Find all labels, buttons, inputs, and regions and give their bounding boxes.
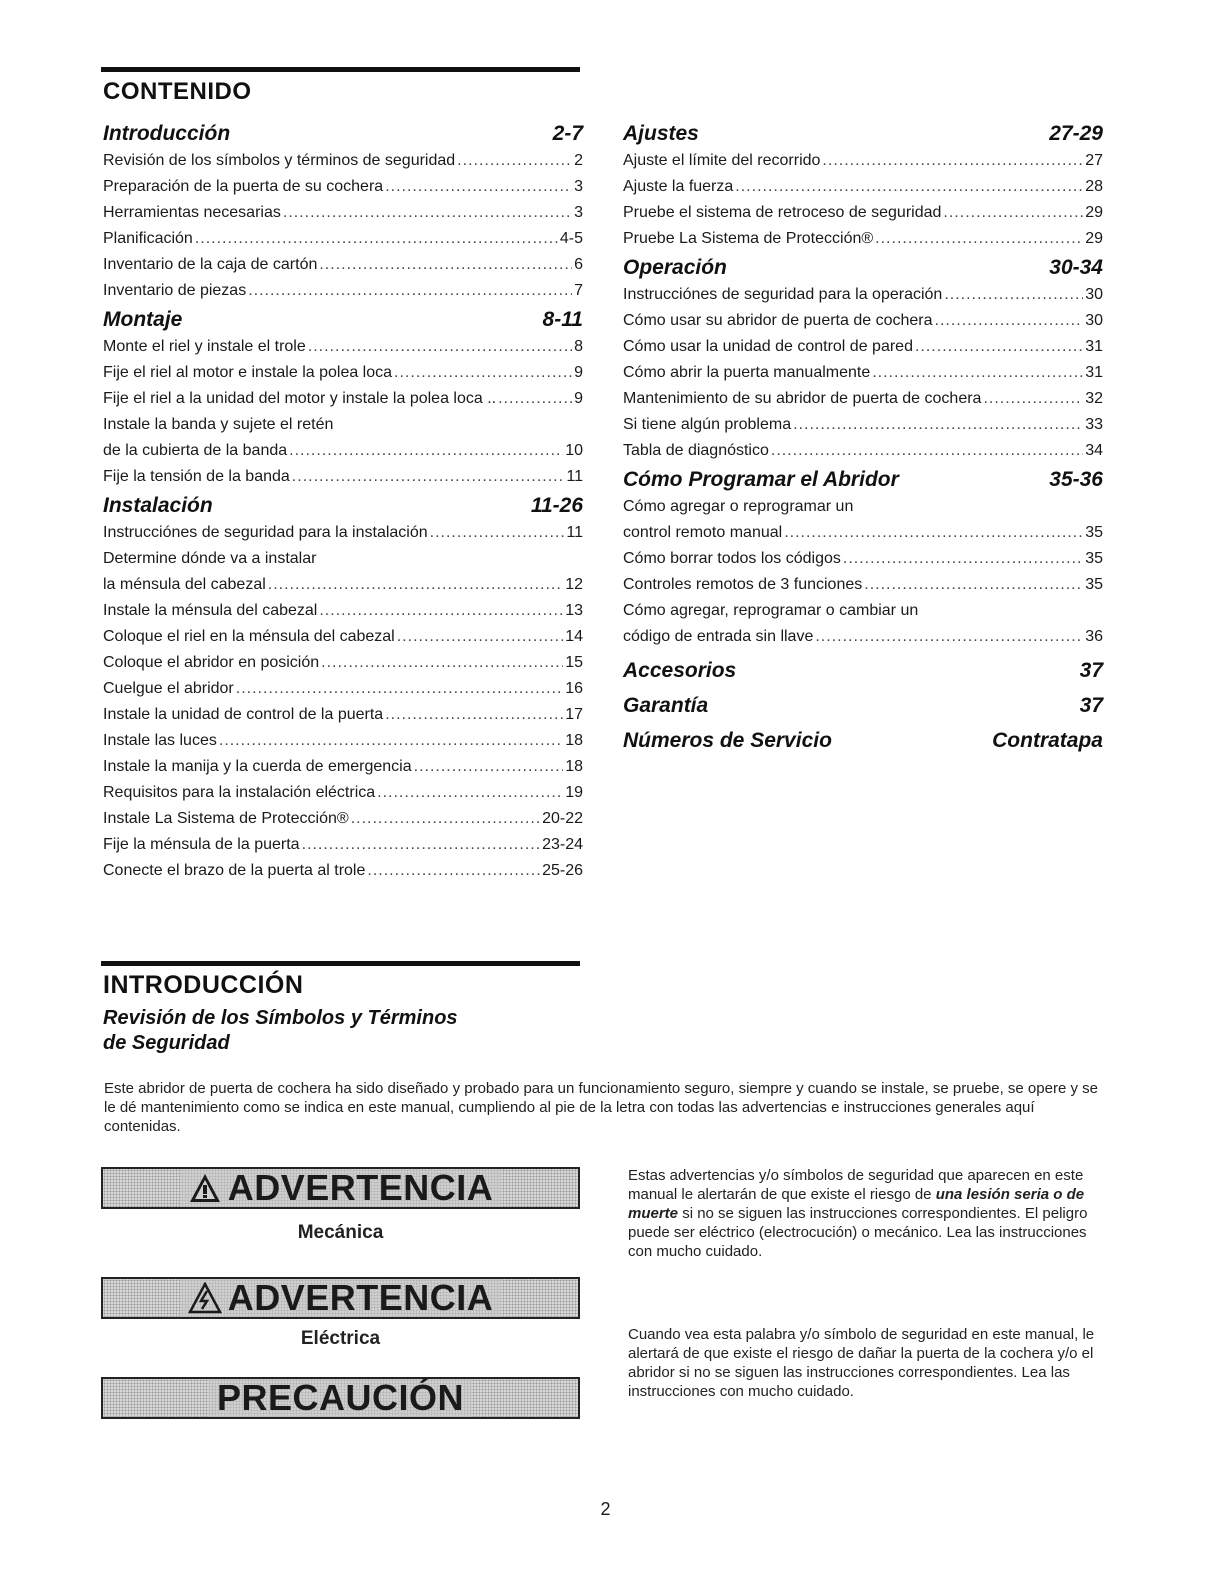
toc-entry-page: 10 bbox=[565, 442, 583, 459]
warning-text-emphasis: una lesión seria o de muerte bbox=[628, 1186, 1085, 1222]
toc-left-column bbox=[103, 118, 583, 884]
toc-entry-title: Herramientas necesarias bbox=[103, 204, 281, 221]
toc-entry-title: Planificación bbox=[103, 230, 193, 247]
toc-entry-title: Monte el riel y instale el trole bbox=[103, 338, 306, 355]
warning-label: ADVERTENCIA bbox=[227, 1167, 494, 1208]
toc-entry-title: código de entrada sin llave bbox=[623, 628, 814, 645]
toc-entry-title-line1: Cómo agregar, reprogramar o cambiar un bbox=[623, 602, 919, 619]
section-title: Instalación bbox=[103, 494, 213, 517]
dot-leader bbox=[308, 334, 572, 360]
section-pages: Contratapa bbox=[992, 729, 1103, 752]
dot-leader bbox=[498, 386, 572, 412]
toc-entry-page: 11 bbox=[566, 524, 583, 541]
toc-entry-page: 18 bbox=[565, 732, 583, 749]
toc-entry-page: 35 bbox=[1085, 524, 1103, 541]
toc-entry bbox=[623, 174, 1103, 200]
dot-leader bbox=[397, 624, 563, 650]
dot-leader bbox=[219, 728, 563, 754]
section-pages: 35-36 bbox=[1049, 468, 1103, 491]
toc-entry bbox=[103, 520, 583, 546]
toc-entry bbox=[103, 546, 583, 598]
toc-entry-title-line1: Determine dónde va a instalar bbox=[103, 550, 317, 567]
section-title: Introducción bbox=[103, 122, 231, 145]
toc-entry-title: Instale La Sistema de Protección® bbox=[103, 810, 349, 827]
toc-entry-title: Instrucciónes de seguridad para la operación bbox=[623, 286, 943, 303]
toc-entry-page: 34 bbox=[1085, 442, 1103, 459]
toc-entry-title: Controles remotos de 3 funciones bbox=[623, 576, 863, 593]
dot-leader bbox=[367, 858, 540, 884]
contents-title: CONTENIDO bbox=[103, 78, 252, 105]
toc-entry-title: Si tiene algún problema bbox=[623, 416, 792, 433]
dot-leader bbox=[735, 174, 1083, 200]
toc-entry bbox=[623, 200, 1103, 226]
toc-entry bbox=[103, 200, 583, 226]
toc-entry bbox=[103, 754, 583, 780]
toc-entry-title: Inventario de piezas bbox=[103, 282, 247, 299]
section-heading bbox=[623, 692, 1103, 720]
toc-entry-title: de la cubierta de la banda bbox=[103, 442, 288, 459]
warning-text-c: si no se siguen las instrucciones correspondientes. El peligro puede ser eléctrico (electrocución) o mecánico. Lea las instrucciones con mucho cuidado. bbox=[628, 1205, 1088, 1260]
toc-entry bbox=[103, 806, 583, 832]
dot-leader bbox=[319, 252, 572, 278]
dot-leader bbox=[843, 546, 1083, 572]
dot-leader bbox=[394, 360, 572, 386]
dot-leader bbox=[195, 226, 558, 252]
section-pages: 37 bbox=[1079, 659, 1103, 682]
toc-entry bbox=[623, 572, 1103, 598]
dot-leader bbox=[302, 832, 541, 858]
warning-label: ADVERTENCIA bbox=[227, 1277, 494, 1318]
section-pages: 8-11 bbox=[542, 308, 583, 331]
electrical-hazard-icon bbox=[188, 1282, 222, 1314]
intro-subtitle-line2: de Seguridad bbox=[103, 1032, 230, 1054]
warning-text-a: Estas advertencias y/o símbolos de seguridad que aparecen en este manual le alertarán de que existe el riesgo de bbox=[628, 1167, 1084, 1203]
section-pages: 37 bbox=[1079, 694, 1103, 717]
toc-entry-page: 3 bbox=[574, 204, 583, 221]
toc-entry-title: Cómo usar su abridor de puerta de cochera bbox=[623, 312, 933, 329]
dot-leader bbox=[864, 572, 1083, 598]
toc-entry-page: 19 bbox=[565, 784, 583, 801]
toc-entry bbox=[103, 334, 583, 360]
toc-entry bbox=[103, 832, 583, 858]
dot-leader bbox=[385, 702, 563, 728]
toc-entry-page: 28 bbox=[1085, 178, 1103, 195]
intro-paragraph: Este abridor de puerta de cochera ha sido diseñado y probado para un funcionamiento seguro, siempre y cuando se instale, se pruebe, se opere y se le dé mantenimiento como se indica en este manual, cumpliendo al pie de la letra con todas las advertencias e instrucciones generales aquí contenidas. bbox=[104, 1080, 1098, 1135]
toc-entry-title: Instale la manija y la cuerda de emergencia bbox=[103, 758, 412, 775]
toc-entry-title: Pruebe el sistema de retroceso de seguridad bbox=[623, 204, 942, 221]
dot-leader bbox=[815, 624, 1083, 650]
dot-leader bbox=[872, 360, 1083, 386]
toc-entry-page: 4-5 bbox=[559, 230, 583, 247]
section-heading bbox=[103, 306, 583, 334]
toc-entry-page: 8 bbox=[574, 338, 583, 355]
toc-entry-title-line1: Cómo agregar o reprogramar un bbox=[623, 498, 854, 515]
dot-leader bbox=[457, 148, 572, 174]
section-pages: 2-7 bbox=[552, 122, 583, 145]
toc-entry bbox=[103, 226, 583, 252]
warning-triangle-icon bbox=[188, 1172, 222, 1204]
dot-leader bbox=[915, 334, 1083, 360]
toc-entry bbox=[103, 702, 583, 728]
caution-box bbox=[101, 1377, 580, 1419]
toc-entry-page: 29 bbox=[1085, 204, 1103, 221]
warning-mechanical-sub: Mecánica bbox=[297, 1222, 384, 1243]
toc-entry bbox=[623, 148, 1103, 174]
toc-entry bbox=[103, 252, 583, 278]
toc-entry-page: 7 bbox=[574, 282, 583, 299]
toc-entry bbox=[103, 360, 583, 386]
toc-entry-title: Pruebe La Sistema de Protección® bbox=[623, 230, 874, 247]
section-pages: 30-34 bbox=[1049, 256, 1103, 279]
toc-entry-title: Instale la ménsula del cabezal bbox=[103, 602, 318, 619]
toc-entry bbox=[623, 438, 1103, 464]
toc-entry-page: 15 bbox=[565, 654, 583, 671]
toc-entry bbox=[103, 676, 583, 702]
toc-entry-page: 20-22 bbox=[542, 810, 583, 827]
caution-label: PRECAUCIÓN bbox=[216, 1377, 464, 1418]
toc-entry bbox=[103, 598, 583, 624]
toc-entry bbox=[623, 546, 1103, 572]
toc-entry-page: 2 bbox=[574, 152, 583, 169]
dot-leader bbox=[771, 438, 1083, 464]
warning-electrical-box bbox=[101, 1277, 580, 1319]
toc-entry-title: Cómo abrir la puerta manualmente bbox=[623, 364, 871, 381]
section-pages: 27-29 bbox=[1049, 122, 1103, 145]
section-heading bbox=[623, 657, 1103, 685]
dot-leader bbox=[793, 412, 1083, 438]
toc-entry-title: Instale las luces bbox=[103, 732, 217, 749]
toc-entry bbox=[103, 858, 583, 884]
toc-entry-title: Cómo borrar todos los códigos bbox=[623, 550, 841, 567]
toc-entry-page: 6 bbox=[574, 256, 583, 273]
intro-rule bbox=[101, 961, 580, 966]
section-title: Operación bbox=[623, 256, 727, 279]
toc-entry bbox=[103, 728, 583, 754]
intro-subtitle-line1: Revisión de los Símbolos y Términos bbox=[103, 1007, 458, 1029]
toc-entry-title: la ménsula del cabezal bbox=[103, 576, 266, 593]
toc-entry-title: Fije la ménsula de la puerta bbox=[103, 836, 300, 853]
toc-entry-page: 16 bbox=[565, 680, 583, 697]
toc-entry-page: 12 bbox=[565, 576, 583, 593]
dot-leader bbox=[875, 226, 1083, 252]
toc-entry bbox=[103, 624, 583, 650]
toc-entry bbox=[103, 278, 583, 304]
toc-entry-page: 31 bbox=[1085, 338, 1103, 355]
dot-leader bbox=[351, 806, 540, 832]
toc-entry bbox=[623, 226, 1103, 252]
toc-entry bbox=[623, 598, 1103, 650]
contents-rule bbox=[101, 67, 580, 72]
toc-entry-title: Coloque el abridor en posición bbox=[103, 654, 320, 671]
toc-entry-page: 36 bbox=[1085, 628, 1103, 645]
section-title: Cómo Programar el Abridor bbox=[623, 468, 899, 491]
dot-leader bbox=[236, 676, 563, 702]
toc-entry-page: 33 bbox=[1085, 416, 1103, 433]
toc-entry-page: 27 bbox=[1085, 152, 1103, 169]
toc-entry-page: 14 bbox=[565, 628, 583, 645]
toc-entry-title: Fije el riel a la unidad del motor y instale la polea loca .. bbox=[103, 390, 497, 407]
dot-leader bbox=[943, 200, 1083, 226]
toc-entry bbox=[623, 308, 1103, 334]
dot-leader bbox=[248, 278, 572, 304]
section-title: Garantía bbox=[623, 694, 709, 717]
toc-entry bbox=[623, 386, 1103, 412]
dot-leader bbox=[289, 438, 563, 464]
toc-entry-title: Ajuste la fuerza bbox=[623, 178, 734, 195]
section-heading bbox=[623, 727, 1103, 755]
toc-entry bbox=[103, 464, 583, 490]
toc-entry-title: Coloque el riel en la ménsula del cabezal bbox=[103, 628, 395, 645]
toc-entry bbox=[623, 494, 1103, 546]
toc-entry bbox=[103, 780, 583, 806]
toc-entry-page: 9 bbox=[574, 364, 583, 381]
intro-subtitle bbox=[103, 1006, 458, 1056]
section-pages: 11-26 bbox=[530, 494, 583, 517]
dot-leader bbox=[283, 200, 572, 226]
toc-entry-page: 30 bbox=[1085, 312, 1103, 329]
toc-entry-title: control remoto manual bbox=[623, 524, 783, 541]
section-title: Montaje bbox=[103, 308, 183, 331]
toc-entry-title: Preparación de la puerta de su cochera bbox=[103, 178, 384, 195]
toc-entry-title: Requisitos para la instalación eléctrica bbox=[103, 784, 376, 801]
section-heading bbox=[623, 466, 1103, 494]
toc-entry-page: 13 bbox=[565, 602, 583, 619]
dot-leader bbox=[319, 598, 563, 624]
section-heading bbox=[623, 120, 1103, 148]
toc-entry bbox=[623, 334, 1103, 360]
toc-entry-title: Fije la tensión de la banda bbox=[103, 468, 290, 485]
toc-entry-page: 3 bbox=[574, 178, 583, 195]
dot-leader bbox=[822, 148, 1083, 174]
dot-leader bbox=[292, 464, 565, 490]
toc-entry bbox=[103, 650, 583, 676]
toc-entry bbox=[103, 386, 583, 412]
dot-leader bbox=[935, 308, 1084, 334]
dot-leader bbox=[944, 282, 1083, 308]
dot-leader bbox=[430, 520, 565, 546]
toc-entry-title: Cómo usar la unidad de control de pared bbox=[623, 338, 913, 355]
page-number: 2 bbox=[600, 1499, 611, 1519]
dot-leader bbox=[983, 386, 1083, 412]
dot-leader bbox=[414, 754, 564, 780]
toc-entry bbox=[623, 360, 1103, 386]
toc-right-column bbox=[623, 118, 1103, 755]
toc-entry-title: Inventario de la caja de cartón bbox=[103, 256, 318, 273]
toc-entry-page: 25-26 bbox=[542, 862, 583, 879]
toc-entry-title-line1: Instale la banda y sujete el retén bbox=[103, 416, 334, 433]
warning-explanation bbox=[628, 1166, 1108, 1261]
toc-entry-page: 23-24 bbox=[542, 836, 583, 853]
section-heading bbox=[103, 120, 583, 148]
toc-entry-title: Cuelgue el abridor bbox=[103, 680, 234, 697]
toc-entry-title: Instrucciónes de seguridad para la instalación bbox=[103, 524, 428, 541]
toc-entry-page: 35 bbox=[1085, 550, 1103, 567]
toc-entry-page: 18 bbox=[565, 758, 583, 775]
toc-entry-title: Tabla de diagnóstico bbox=[623, 442, 769, 459]
dot-leader bbox=[784, 520, 1083, 546]
section-heading bbox=[623, 254, 1103, 282]
toc-entry-page: 35 bbox=[1085, 576, 1103, 593]
toc-entry bbox=[103, 148, 583, 174]
toc-entry bbox=[623, 282, 1103, 308]
toc-entry-title: Revisión de los símbolos y términos de seguridad bbox=[103, 152, 456, 169]
toc-entry-title: Fije el riel al motor e instale la polea loca bbox=[103, 364, 393, 381]
section-title: Números de Servicio bbox=[623, 729, 832, 752]
toc-entry-page: 17 bbox=[565, 706, 583, 723]
warning-mechanical-box bbox=[101, 1167, 580, 1209]
dot-leader bbox=[321, 650, 563, 676]
toc-entry-page: 30 bbox=[1085, 286, 1103, 303]
section-heading bbox=[103, 492, 583, 520]
caution-explanation: Cuando vea esta palabra y/o símbolo de seguridad en este manual, le alertará de que existe el riesgo de dañar la puerta de la cochera y/o el abridor si no se siguen las instrucciones correspondientes. Lea las instrucciones con mucho cuidado. bbox=[628, 1326, 1095, 1400]
toc-entry-page: 29 bbox=[1085, 230, 1103, 247]
toc-entry-page: 11 bbox=[566, 468, 583, 485]
dot-leader bbox=[385, 174, 572, 200]
section-title: Ajustes bbox=[623, 122, 699, 145]
toc-entry-page: 32 bbox=[1085, 390, 1103, 407]
dot-leader bbox=[268, 572, 563, 598]
toc-entry-title: Mantenimiento de su abridor de puerta de cochera bbox=[623, 390, 982, 407]
toc-entry bbox=[103, 412, 583, 464]
toc-entry-title: Conecte el brazo de la puerta al trole bbox=[103, 862, 366, 879]
toc-entry-page: 31 bbox=[1085, 364, 1103, 381]
intro-title: INTRODUCCIÓN bbox=[103, 971, 304, 999]
dot-leader bbox=[377, 780, 563, 806]
warning-electrical-sub: Eléctrica bbox=[300, 1328, 381, 1349]
section-title: Accesorios bbox=[623, 659, 737, 682]
toc-entry-page: 9 bbox=[574, 390, 583, 407]
toc-entry-title: Ajuste el límite del recorrido bbox=[623, 152, 821, 169]
toc-entry bbox=[623, 412, 1103, 438]
toc-entry bbox=[103, 174, 583, 200]
toc-entry-title: Instale la unidad de control de la puerta bbox=[103, 706, 384, 723]
